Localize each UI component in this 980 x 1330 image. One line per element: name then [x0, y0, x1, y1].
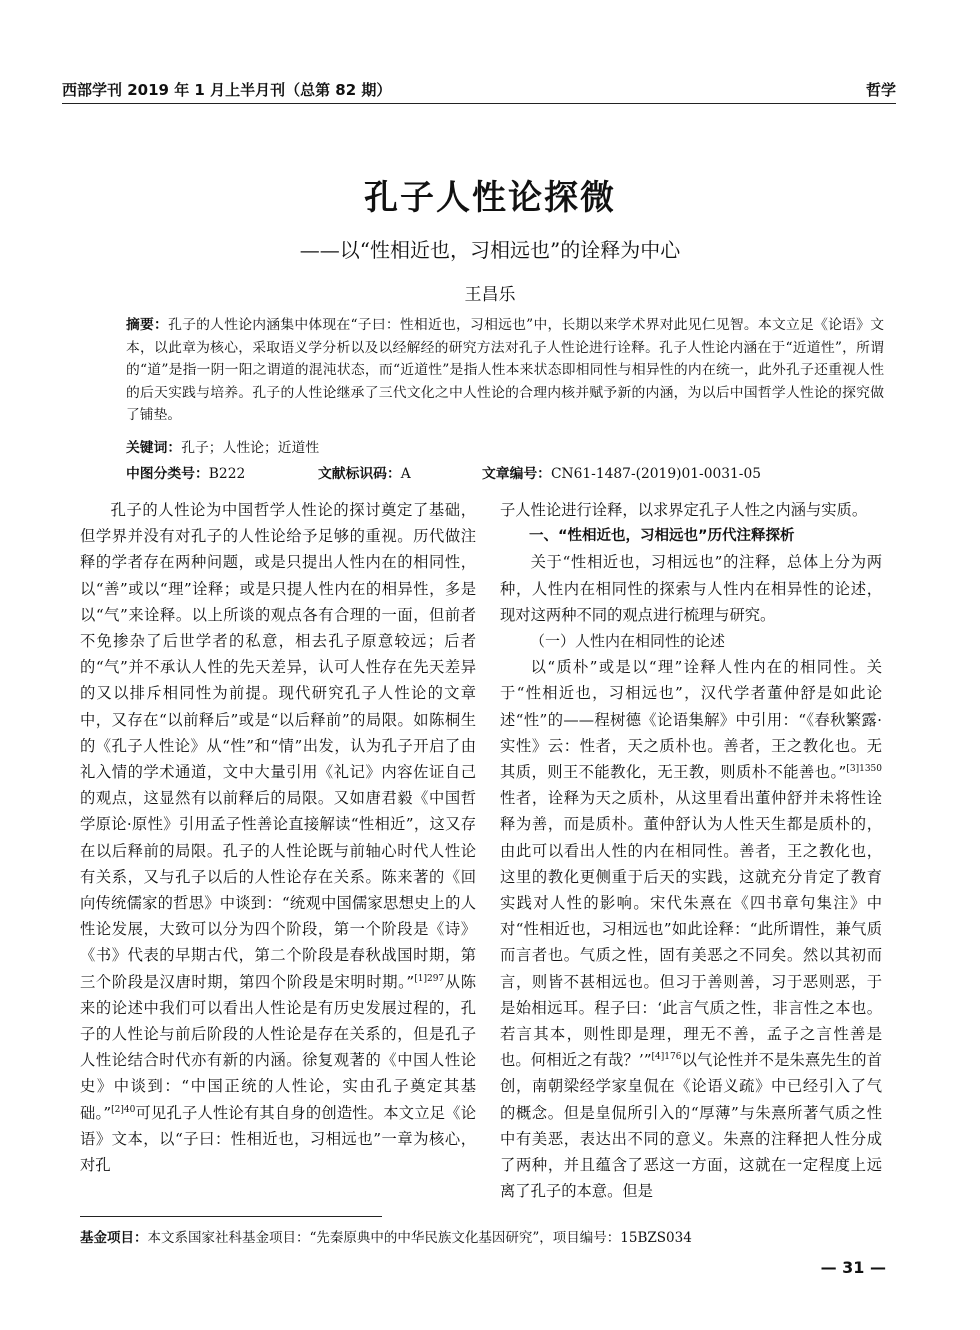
author-name: 王昌乐	[464, 285, 516, 305]
subsection-heading: （一）人性内在相同性的论述	[530, 632, 726, 651]
article-no-item	[482, 462, 761, 482]
article-no-label: 文章编号：	[482, 466, 551, 482]
doc-code-value: A	[400, 466, 411, 482]
footnote-divider	[80, 1216, 382, 1217]
paragraph-text: 性者，诠释为天之质朴，从这里看出董仲舒并未将性诠释为善，而是质朴。董仲舒认为人性天生都是质朴的，由此可以看出人性的内在相同性。善者，王之教化也，这里的教化更侧重于后天的实践，这就充分肯定了教育实践对人性的影响。宋代朱熹在《四书章句集注》中对“性相近也，习相远也”如此诠释：“此所谓性，兼气质而言者也。气质之性，固有美恶之不同矣。然以其初而言，则皆不甚相远也。但习于善则善，习于恶则恶，于是始相远耳。程子曰：‘此言气质之性，非言性之本也。若言其本，则性即是理，理无不善，孟子之言性善是也。何相近之有哉？’”	[500, 789, 882, 1070]
article-subtitle: ——以“性相近也，习相远也”的诠释为中心	[299, 238, 681, 262]
paragraph	[500, 654, 882, 1204]
running-header	[62, 72, 896, 100]
article-no-value: CN61-1487-(2019)01-0031-05	[550, 466, 762, 482]
body-column-right	[500, 497, 882, 1204]
citation-ref: [4]176	[651, 1052, 682, 1063]
abstract-label: 摘要：	[126, 317, 169, 333]
citation-ref: [2]40	[111, 1104, 136, 1115]
header-divider	[62, 103, 896, 104]
funding-footnote	[80, 1226, 692, 1246]
abstract	[126, 314, 884, 427]
body-column-left	[80, 497, 476, 1178]
abstract-text: 孔子的人性论内涵集中体现在“子曰：性相近也，习相远也”中，长期以来学术界对此见仁见智。本文立足《论语》文本，以此章为核心，采取语义学分析以及以经解经的研究方法对孔子人性论进行诠释。孔子人性论内涵在于“近道性”，所谓的“道”是指一阴一阳之谓道的混沌状态，而“近道性”是指人性本来状态即相同性与相异性的内在统一，此外孔子还重视人性的后天实践与培养。孔子的人性论继承了三代文化之中人性论的合理内核并赋予新的内涵，为以后中国哲学人性论的探究做了铺垫。	[126, 317, 884, 423]
keywords-label: 关键词：	[126, 440, 182, 456]
journal-info: 西部学刊 2019 年 1 月上半月刊（总第 82 期）	[62, 81, 392, 99]
citation-ref: [3]1350	[846, 763, 882, 774]
paragraph-text: 以“质朴”或是以“理”诠释人性内在的相同性。关于“性相近也，习相远也”，汉代学者董仲舒是如此论述“性”的——程树德《论语集解》中引用：“《春秋繁露·实性》云：性者，天之质朴也。善者，王之教化也。无其质，则王不能教化，无王教，则质朴不能善也。”	[500, 658, 882, 782]
paragraph-continued: 子人性论进行诠释，以求界定孔子人性之内涵与实质。	[500, 501, 868, 519]
paragraph-text: 以气论性并不是朱熹先生的首创，南朝梁经学家皇侃在《论语义疏》中已经引入了气的概念。但是皇侃所引入的“厚薄”与朱熹所著气质之性中有美恶，表达出不同的意义。朱熹的注释把人性分成了两种，并且蕴含了恶这一方面，这就在一定程度上远离了孔子的本意。但是	[500, 1051, 882, 1201]
paragraph	[80, 497, 476, 1178]
section-heading: 一、“性相近也，习相远也”历代注释探析	[529, 528, 795, 545]
clc-label: 中图分类号：	[126, 466, 209, 482]
footnote-label: 基金项目：	[80, 1230, 148, 1246]
citation-ref: [1]297	[414, 973, 445, 984]
doc-code-item	[318, 462, 411, 482]
clc-item	[126, 462, 245, 482]
keywords-text: 孔子；人性论；近道性	[181, 440, 320, 456]
section-label: 哲学	[865, 81, 896, 99]
paragraph: 关于“性相近也，习相远也”的注释，总体上分为两种，人性内在相同性的探索与人性内在相异性的论述，现对这两种不同的观点进行梳理与研究。	[500, 553, 882, 624]
paragraph-text: 从陈来的论述中我们可以看出人性论是有历史发展过程的，孔子的人性论与前后阶段的人性论是存在关系的，但是孔子人性论结合时代亦有新的内涵。徐复观著的《中国人性论史》中谈到：“中国正统的人性论，实由孔子奠定其基础。”	[80, 972, 476, 1122]
footnote-text: 本文系国家社科基金项目：“先秦原典中的中华民族文化基因研究”，项目编号：15BZS034	[147, 1230, 692, 1246]
keywords	[126, 436, 319, 456]
paragraph-text: 孔子的人性论为中国哲学人性论的探讨奠定了基础，但学界并没有对孔子的人性论给予足够的重视。历代做注释的学者存在两种问题，或是只提出人性内在的相同性，以“善”或以“理”诠释；或是只提人性内在的相异性，多是以“气”来诠释。以上所谈的观点各有合理的一面，但前者不免掺杂了后世学者的私意，相去孔子原意较远；后者的“气”并不承认人性的先天差异，认可人性存在先天差异的又以排斥相同性为前提。现代研究孔子人性论的文章中，又存在“以前释后”或是“以后释前”的局限。如陈桐生的《孔子人性论》从“性”和“情”出发，认为孔子开启了由礼入情的学术通道，文中大量引用《礼记》内容佐证自己的观点，这显然有以前释后的局限。又如唐君毅《中国哲学原论·原性》引用孟子性善论直接解读“性相近”，这又存在以后释前的局限。孔子的人性论既与前轴心时代人性论有关系，又与孔子以后的人性论存在关系。陈来著的《回向传统儒家的哲思》中谈到：“统观中国儒家思想史上的人性论发展，大致可以分为四个阶段，第一个阶段是《诗》《书》代表的早期古代，第二个阶段是春秋战国时期，第三个阶段是汉唐时期，第四个阶段是宋明时期。”	[80, 501, 476, 991]
page-number: — 31 —	[820, 1258, 886, 1277]
article-title: 孔子人性论探微	[364, 178, 616, 218]
paragraph-text: 可见孔子人性论有其自身的创造性。本文立足《论语》文本，以“子曰：性相近也，习相远也”一章为核心，对孔	[80, 1103, 476, 1175]
clc-value: B222	[208, 466, 246, 482]
doc-code-label: 文献标识码：	[318, 466, 401, 482]
